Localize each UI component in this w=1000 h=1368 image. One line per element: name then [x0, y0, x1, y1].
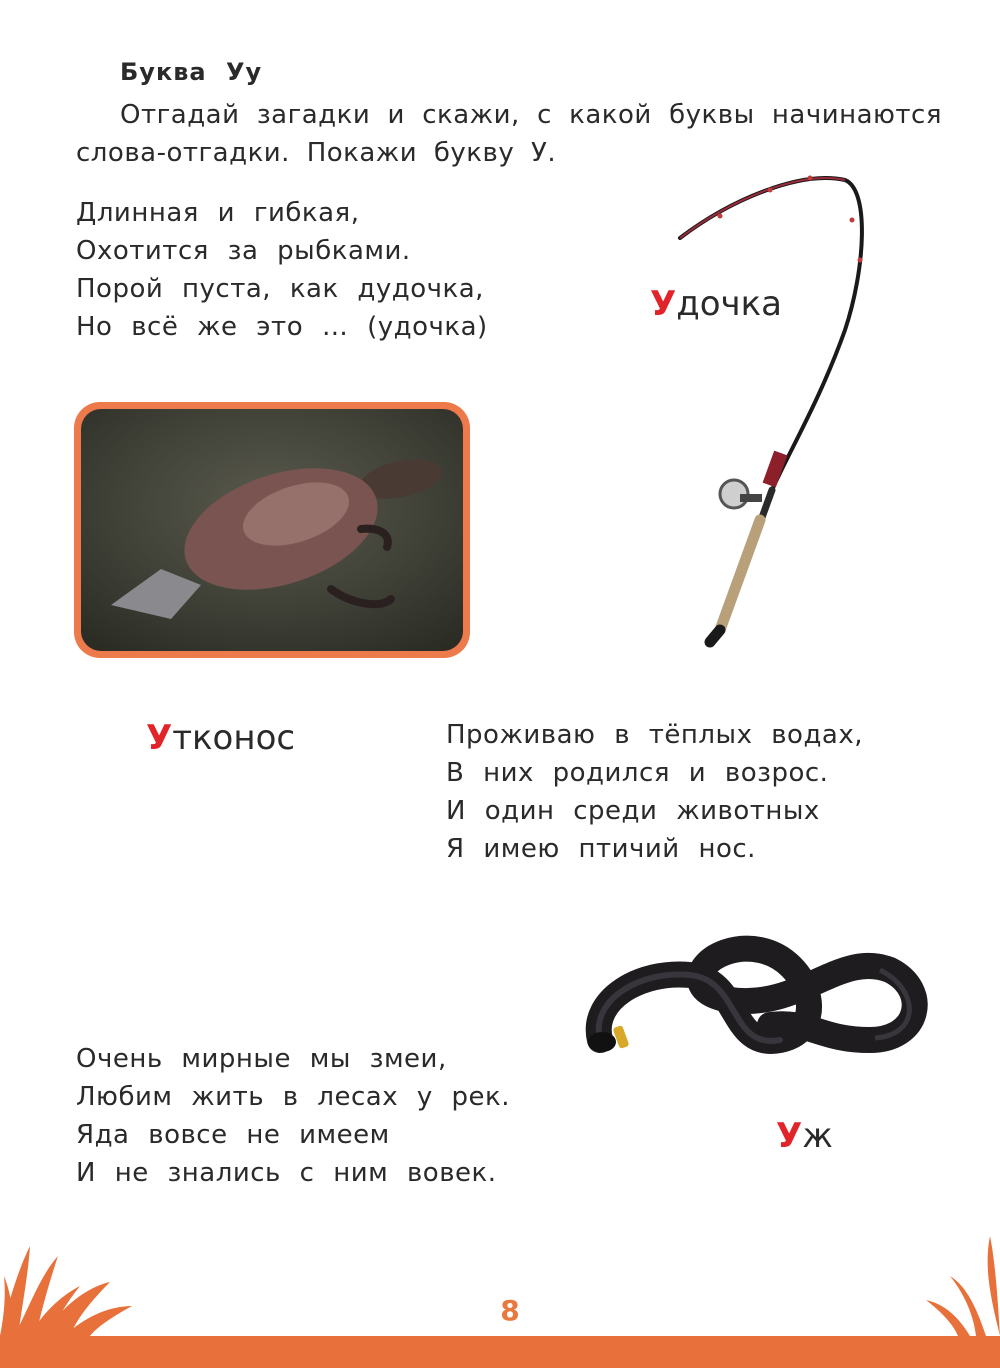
grass-snake-image	[580, 930, 940, 1070]
answer-utkonos	[146, 718, 295, 758]
riddle-line: Длинная и гибкая,	[76, 198, 360, 228]
answer-first-letter: У	[146, 718, 173, 758]
riddle-line: Любим жить в лесах у рек.	[76, 1082, 511, 1112]
riddle-line: И не знались с ним вовек.	[76, 1158, 497, 1188]
riddle-line: Охотится за рыбками.	[76, 236, 411, 266]
riddle-line: В них родился и возрос.	[446, 758, 829, 788]
page-heading: Буква Уу	[120, 58, 263, 86]
intro-line-1: Отгадай загадки и скажи, с какой буквы начинаются	[120, 100, 942, 130]
riddle-fishing-rod	[76, 194, 488, 346]
answer-rest: тконос	[172, 718, 296, 758]
riddle-platypus	[446, 716, 863, 868]
answer-first-letter: У	[776, 1116, 803, 1156]
riddle-line: Я имею птичий нос.	[446, 834, 756, 864]
platypus-photo-frame	[74, 402, 470, 658]
intro-line-2: слова-отгадки. Покажи букву У.	[76, 138, 557, 168]
answer-rest: дочка	[676, 284, 782, 324]
riddle-line: Проживаю в тёплых водах,	[446, 720, 864, 750]
riddle-line: Очень мирные мы змеи,	[76, 1044, 447, 1074]
riddle-grass-snake	[76, 1040, 510, 1192]
riddle-line: Но всё же это … (удочка)	[76, 312, 488, 342]
riddle-line: Яда вовсе не имеем	[76, 1120, 390, 1150]
answer-rest: ж	[802, 1116, 833, 1156]
platypus-image	[81, 409, 463, 651]
page-number: 8	[500, 1294, 520, 1327]
riddle-line: Порой пуста, как дудочка,	[76, 274, 484, 304]
fishing-rod-image	[660, 160, 880, 660]
answer-uzh	[776, 1116, 833, 1156]
riddle-line: И один среди животных	[446, 796, 820, 826]
answer-first-letter: У	[650, 284, 677, 324]
